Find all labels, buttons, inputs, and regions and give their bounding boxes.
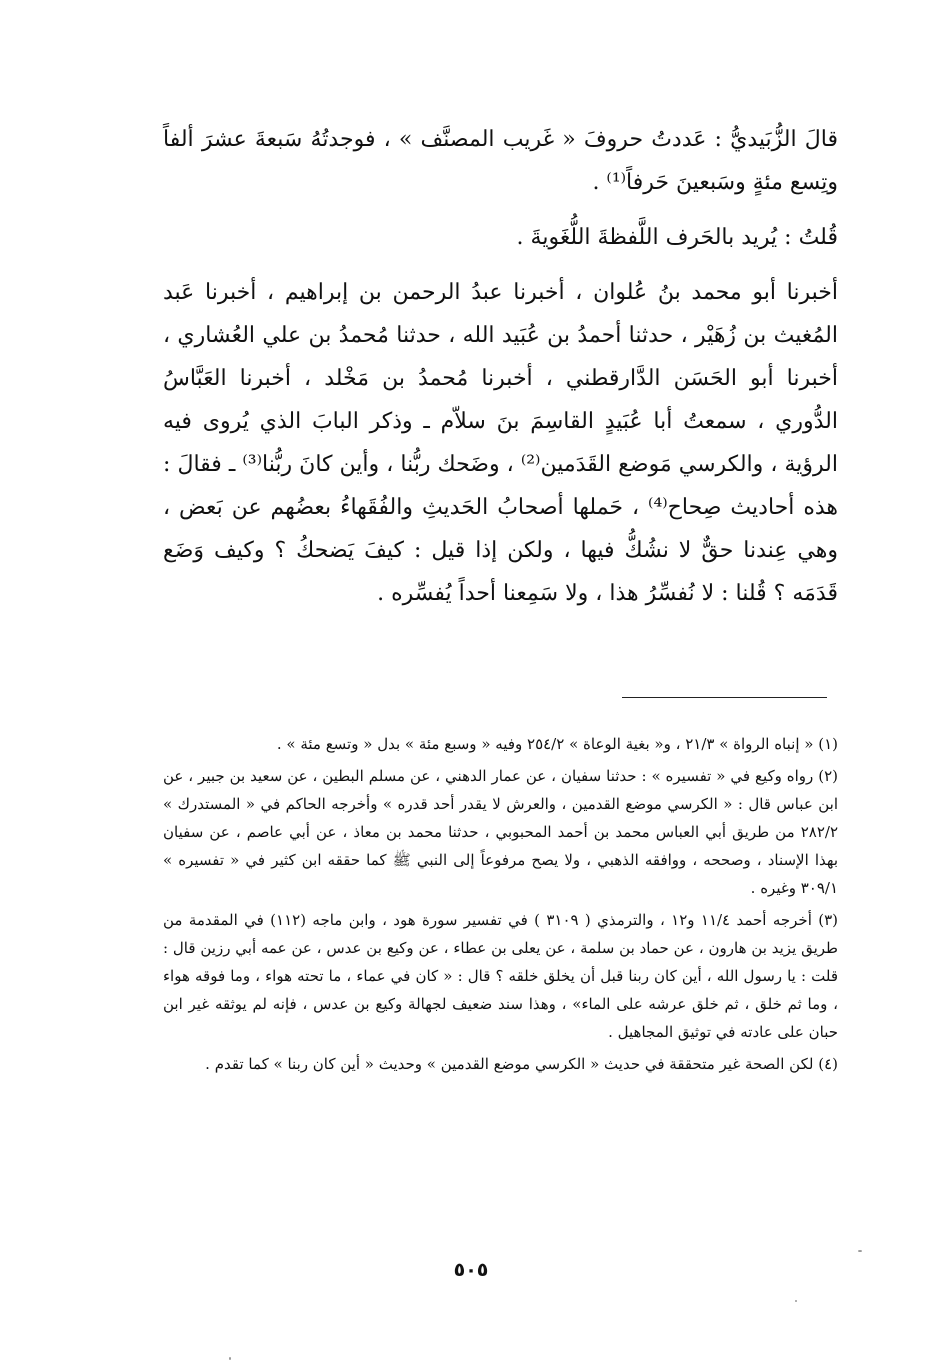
paragraph-qultu: قُلتُ : يُريد بالحَرف اللَّفظةَ اللُّغَويةَ . bbox=[516, 225, 838, 250]
footnotes-block bbox=[163, 730, 838, 1078]
footnote-4: (٤) لكن الصحة غير متحققة في حديث « الكرسي موضع القدمين » وحديث « أين كان ربنا » كما تقدم . bbox=[205, 1055, 838, 1073]
footnote-1: (١) « إنباه الرواة » ٢١/٣ ، و« بغية الوعاة » ٢٥٤/٢ وفيه « وسبع مئة » بدل « وتسع مئة » . bbox=[276, 735, 838, 753]
paragraph-zubaydi-count: قالَ الزُّبَيديُّ : عَددتُ حروفَ « غَريب المصنَّف » ، فوجدتُهُ سَبعةَ عشرَ ألفاً وتِسع مئةٍ وسَبعينَ حَرفاً⁽¹⁾ . bbox=[163, 127, 838, 195]
page-number: ٥٠٥ bbox=[453, 1259, 489, 1281]
scan-speck bbox=[858, 1250, 862, 1252]
main-text-block bbox=[163, 118, 838, 615]
footnote-separator bbox=[622, 697, 827, 698]
footnote-3: (٣) أخرجه أحمد ١١/٤ و١٢ ، والترمذي ( ٣١٠٩ ) في تفسير سورة هود ، وابن ماجه (١١٢) في المقدمة من طريق يزيد بن هارون ، عن حماد بن سلمة ، عن يعلى بن عطاء ، عن وكيع بن عدس ، عن عمه أبي رزين قال : قلت : يا رسول الله ، أين كان ربنا قبل أن يخلق خلقه ؟ قال : « كان في عماء ، ما تحته هواء ، وما فوقه هواء ، وما ثم خلق ، ثم خلق عرشه على الماء» ، وهذا سند ضعيف لجهالة وكيع بن عدس ، فإنه لم يوثقه غير ابن حبان على عادته في توثيق المجاهيل . bbox=[163, 911, 839, 1041]
paragraph-isnad: أخبرنا أبو محمد بنُ عُلوان ، أخبرنا عبدُ الرحمن بن إبراهيم ، أخبرنا عَبد المُغيث بن زُهَيْر ، حدثنا أحمدُ بن عُبَيد الله ، حدثنا مُحمدُ بن علي العُشاري ، أخبرنا أبو الحَسَن الدَّارقطني ، أخبرنا مُحمدُ بن مَخْلد ، أخبرنا العَبَّاسُ الدُّوري ، سمعتُ أبا عُبَيدٍ القاسِمَ بنَ سلاّم ـ وذكر البابَ الذي يُروى فيه الرؤية ، والكرسي مَوضع القَدَمين⁽²⁾ ، وضَحك ربُّنا ، وأين كانَ ربُّنا⁽³⁾ ـ فقالَ : هذه أحاديث صِحاح⁽⁴⁾ ، حَملها أصحابُ الحَديثِ والفُقَهاءُ بعضُهم عن بَعض ، وهي عِندنا حقٌّ لا نشُكُّ فيها ، ولكن إذا قيل : كيفَ يَضحكُ ؟ وكيف وَضَع قَدَمَه ؟ قُلنا : لا نُفسِّرُ هذا ، ولا سَمِعنا أحداً يُفسِّره . bbox=[163, 280, 839, 606]
scan-speck bbox=[795, 1300, 797, 1302]
footnote-2: (٢) رواه وكيع في « تفسيره » : حدثنا سفيان ، عن عمار الدهني ، عن مسلم البطين ، عن سعيد بن جبير ، عن ابن عباس قال : « الكرسي موضع القدمين ، والعرش لا يقدر أحد قدره » وأخرجه الحاكم في « المستدرك » ٢٨٢/٢ من طريق أبي العباس محمد بن أحمد المحبوبي ، حدثنا محمد بن معاذ ، عن أبي عاصم ، عن سفيان بهذا الإسناد ، وصححه ، ووافقه الذهبي ، ولا يصح مرفوعاً إلى النبي ﷺ كما حققه ابن كثير في « تفسيره » ٣٠٩/١ وغيره . bbox=[163, 767, 838, 897]
scan-speck bbox=[229, 1357, 231, 1360]
